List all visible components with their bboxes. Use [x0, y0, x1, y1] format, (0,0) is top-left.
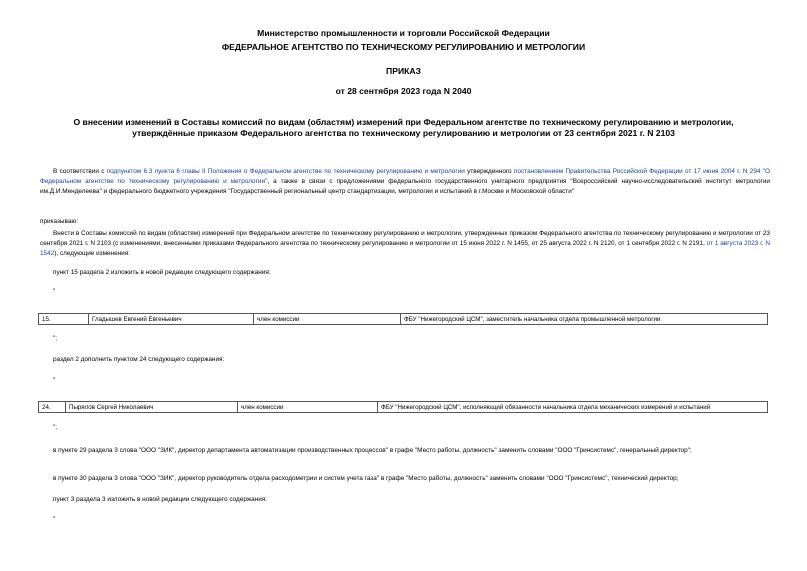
order-1542-link[interactable]: от 1 августа 2023 г. N 1542: [40, 240, 771, 257]
item-add-point-24: раздел 2 дополнить пунктом 24 следующего содержания:: [53, 356, 225, 363]
government-decree-link[interactable]: постановлением Правительства Российской Федерации от 17 июня 2004 г. N 294 "О Федеральном агентстве по техническому регулированию и метрологии": [40, 168, 771, 185]
item-point-29: в пункте 29 раздела 3 слова "ООО "ЗИК", директор департамента автоматизации производственных процессов" в графе "Место работы, должность" заменить словами "ООО "Гринсистемс", генеральный директор";: [53, 447, 692, 454]
doc-title-line2: утверждённые приказом Федерального агентства по техническому регулированию и метрологии от 23 сентября 2021 г. N 2103: [132, 128, 675, 138]
preamble-paragraph: В соответствии с подпунктом 6.3 пункта 6 главы II Положения о Федеральном агентстве по техническому регулированию и метрологии утвержденного постановлением Правительства Российской Федерации от 17 июня 2004 г. N 294 "О Федеральном агентстве по техническому регулированию и метрологии", а также в связи с предложениями федерального государственного унитарного предприятия "Всероссийский научно-исследовательский институт метрологии им.Д.И.Менделеева" и федерального бюджетного учреждения "Государственный региональный центр стандартизации, метрологии и испытаний в г.Москве и Московской области": [40, 168, 771, 195]
table-row-24: [38, 401, 768, 413]
item-point-3: пункт 3 раздела 3 изложить в новой редакции следующего содержания:: [53, 496, 268, 503]
doc-type: ПРИКАЗ: [386, 66, 421, 76]
doc-date-number: от 28 сентября 2023 года N 2040: [335, 86, 472, 96]
member-organization: ФБУ "Нижегородский ЦСМ", заместитель начальника отдела промышленной метрологии: [401, 314, 768, 325]
regulation-link[interactable]: подпунктом 6.3 пункта 6 главы II Положения о Федеральном агентстве по техническому регулированию и метрологии: [106, 168, 465, 175]
member-role: член комиссии: [238, 402, 378, 413]
quote-open-2: ": [53, 377, 56, 384]
item-point-30: в пункте 30 раздела 3 слова "ООО "ЗИК", директор руководитель отдела расходометрии и систем учета газа" в графе "Место работы, должность" заменить словами "ООО "Гринсистемс", технический директор;: [53, 475, 679, 482]
item-point-15: пункт 15 раздела 2 изложить в новой редакции следующего содержания:: [53, 269, 271, 276]
member-role: член комиссии: [254, 314, 401, 325]
doc-title-line1: О внесении изменений в Составы комиссий по видам (областям) измерений при Федеральном агентстве по техническому регулированию и метрологии,: [73, 117, 734, 127]
quote-close-2: ";: [53, 424, 58, 431]
main-paragraph: Внести в Составы комиссий по видам (областям) измерений при Федеральном агентстве по техническому регулированию и метрологии, утвержденных приказом Федерального агентства по техническому регулированию и метрологии от 23 сентября 2021 г. N 2103 (с изменениями, внесенными приказами Федерального агентства по техническому регулированию и метрологии от 15 июня 2022 г. N 1455, от 25 августа 2022 г. N 2120, от 1 сентября 2022 г. N 2191, от 1 августа 2023 г. N 1542), следующие изменения:: [40, 230, 771, 257]
member-organization: ФБУ "Нижегородский ЦСМ", исполняющий обязанности начальника отдела механических измерений и испытаний: [378, 402, 768, 413]
quote-open: ": [53, 288, 56, 295]
table-row-15: [38, 313, 768, 325]
ministry-name: Министерство промышленности и торговли Российской Федерации: [257, 28, 550, 38]
member-name: Пырялов Сергей Николаевич: [66, 402, 238, 413]
quote-open-3: ": [53, 516, 56, 523]
row-number: 15.: [39, 314, 89, 325]
member-name: Гладышев Евгений Евгеньевич: [89, 314, 254, 325]
quote-close: ";: [53, 335, 58, 342]
order-word: приказываю:: [40, 218, 78, 225]
agency-name: ФЕДЕРАЛЬНОЕ АГЕНТСТВО ПО ТЕХНИЧЕСКОМУ РЕГУЛИРОВАНИЮ И МЕТРОЛОГИИ: [221, 42, 586, 52]
row-number: 24.: [39, 402, 66, 413]
